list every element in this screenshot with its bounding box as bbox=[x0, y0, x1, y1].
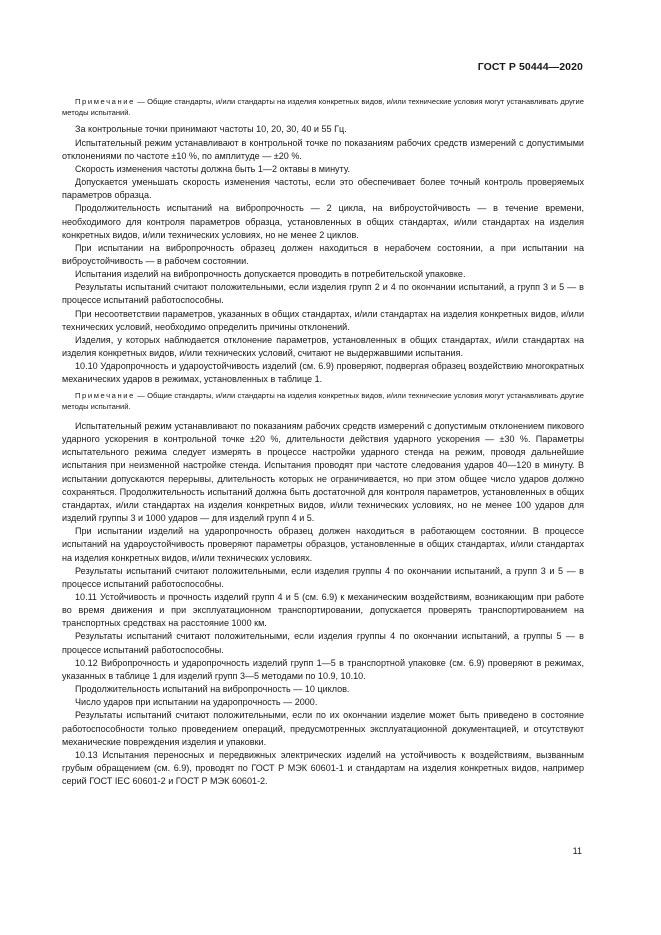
paragraph: При испытании изделий на ударопрочность образец должен находиться в работающем состоянии. В процессе испытаний на удароустойчивость проверяют параметры образцов, установленные в общих стандартах, и/или стандартах на изделия конкретных видов, и/или технических условиях. bbox=[62, 526, 584, 563]
paragraph-clause-10-10: 10.10 Ударопрочность и удароустойчивость изделий (см. 6.9) проверяют, подвергая образец воздействию многократных механических ударов в режимах, установленных в таблице 1. bbox=[62, 361, 584, 385]
paragraph: Результаты испытаний считают положительными, если по их окончании изделие может быть приведено в состояние работоспособности только проведением операций, предусмотренных эксплуатационной документацией, и отсутствуют механические повреждения изделия и упаковки. bbox=[62, 710, 584, 747]
paragraph: При несоответствии параметров, указанных в общих стандартах, и/или стандартах на изделия конкретных видов, и/или технических условий, необходимо определить причины отклонений. bbox=[62, 308, 584, 332]
paragraph: Испытания изделий на вибропрочность допускается проводить в потребительской упаковке. bbox=[75, 269, 466, 280]
standard-designation: ГОСТ Р 50444—2020 bbox=[477, 61, 583, 73]
paragraph: Результаты испытаний считают положительными, если изделия группы 4 по окончании испытаний, а группы 5 — в процессе испытаний работоспособны. bbox=[62, 631, 584, 655]
note-text: — Общие стандарты, и/или стандарты на изделия конкретных видов, и/или технические условия могут устанавливать другие методы испытаний. bbox=[62, 390, 584, 411]
paragraph: Скорость изменения частоты должна быть 1—2 октавы в минуту. bbox=[75, 163, 350, 174]
paragraph: Испытательный режим устанавливают в контрольной точке по показаниям рабочих средств измерений с допустимыми отклонениями по частоте ±10 %, по амплитуде — ±20 %. bbox=[62, 137, 584, 161]
page-number: 11 bbox=[572, 846, 582, 856]
paragraph: Результаты испытаний считают положительными, если изделия группы 4 по окончании испытаний, а групп 3 и 5 — в процессе испытаний работоспособны. bbox=[62, 565, 584, 589]
paragraph-clause-10-11: 10.11 Устойчивость и прочность изделий групп 4 и 5 (см. 6.9) к механическим воздействиям, возникающим при работе во время движения и при эксплуатационном транспортировании, допускается проверять транспортированием на транспортных средствах на расстояние 1000 км. bbox=[62, 591, 584, 629]
paragraph: Продолжительность испытаний на вибропрочность — 2 цикла, на виброустойчивость — в течение времени, необходимого для контроля параметров образца, установленных в общих стандартах, и/или стандартах на изделия конкретных видов, и/или технических условиях, но не менее 2 циклов. bbox=[62, 203, 584, 240]
note-text: — Общие стандарты, и/или стандарты на изделия конкретных видов, и/или технические условия могут устанавливать другие методы испытаний. bbox=[62, 97, 584, 118]
note-label: Примечание bbox=[75, 390, 135, 400]
paragraph: При испытании на вибропрочность образец должен находиться в нерабочем состоянии, а при испытании на виброустойчивость — в рабочем состоянии. bbox=[62, 242, 584, 266]
page-body bbox=[62, 96, 584, 788]
note-label: Примечание bbox=[75, 97, 135, 106]
paragraph: За контрольные точки принимают частоты 10, 20, 30, 40 и 55 Гц. bbox=[75, 124, 347, 135]
paragraph: Результаты испытаний считают положительными, если изделия групп 2 и 4 по окончании испытаний, а групп 3 и 5 — в процессе испытаний работоспособны. bbox=[62, 282, 584, 306]
note-1 bbox=[62, 96, 584, 118]
paragraph: Допускается уменьшать скорость изменения частоты, если это обеспечивает более точный контроль проверяемых параметров образца. bbox=[62, 177, 584, 201]
paragraph: Изделия, у которых наблюдается отклонение параметров, установленных в общих стандартах, и/или стандартах на изделия конкретных видов, и/или технических условий, считают не выдержавшими испытания. bbox=[62, 334, 584, 359]
paragraph: Испытательный режим устанавливают по показаниям рабочих средств измерений с допустимым отклонением пикового ударного ускорения в контрольной точке ±20 %, длительности действия ударного ускорения — ±30 %. Параметры испытательного режима следует измерять в процессе настройки ударного стенда на режим, проводя дальнейшие испытания при неизменной настройке стенда. Испытания проводят при частоте следования ударов 40—120 в минуту. В испытании допускаются перерывы, длительность которых не ограничивается, но при этом общее число ударов должно сохраняться. Продолжительность испытаний должна быть достаточной для контроля параметров, установленных в общих стандартах, и/или стандартах на изделия конкретных видов, и/или технических условиях, но не менее 100 ударов для изделий группы 3 и 1000 ударов — для изделий групп 4 и 5. bbox=[62, 420, 584, 524]
note-2 bbox=[62, 390, 584, 412]
paragraph: Число ударов при испытании на ударопрочность — 2000. bbox=[75, 697, 318, 708]
paragraph: Продолжительность испытаний на вибропрочность — 10 циклов. bbox=[75, 684, 350, 695]
paragraph-clause-10-12: 10.12 Вибропрочность и удaропрочность изделий групп 1—5 в транспортной упаковке (см. 6.9) проверяют в режимах, указанных в таблице 1 для изделий групп 3—5 методами по 10.9, 10.10. bbox=[62, 657, 584, 681]
paragraph-clause-10-13: 10.13 Испытания переносных и передвижных электрических изделий на устойчивость к воздействиям, вызванным грубым обращением (см. 6.9), проводят по ГОСТ Р МЭК 60601-1 и стандартам на изделия конкретных видов, например серий ГОСТ IEC 60601-2 и ГОСТ Р МЭК 60601-2. bbox=[62, 749, 584, 787]
